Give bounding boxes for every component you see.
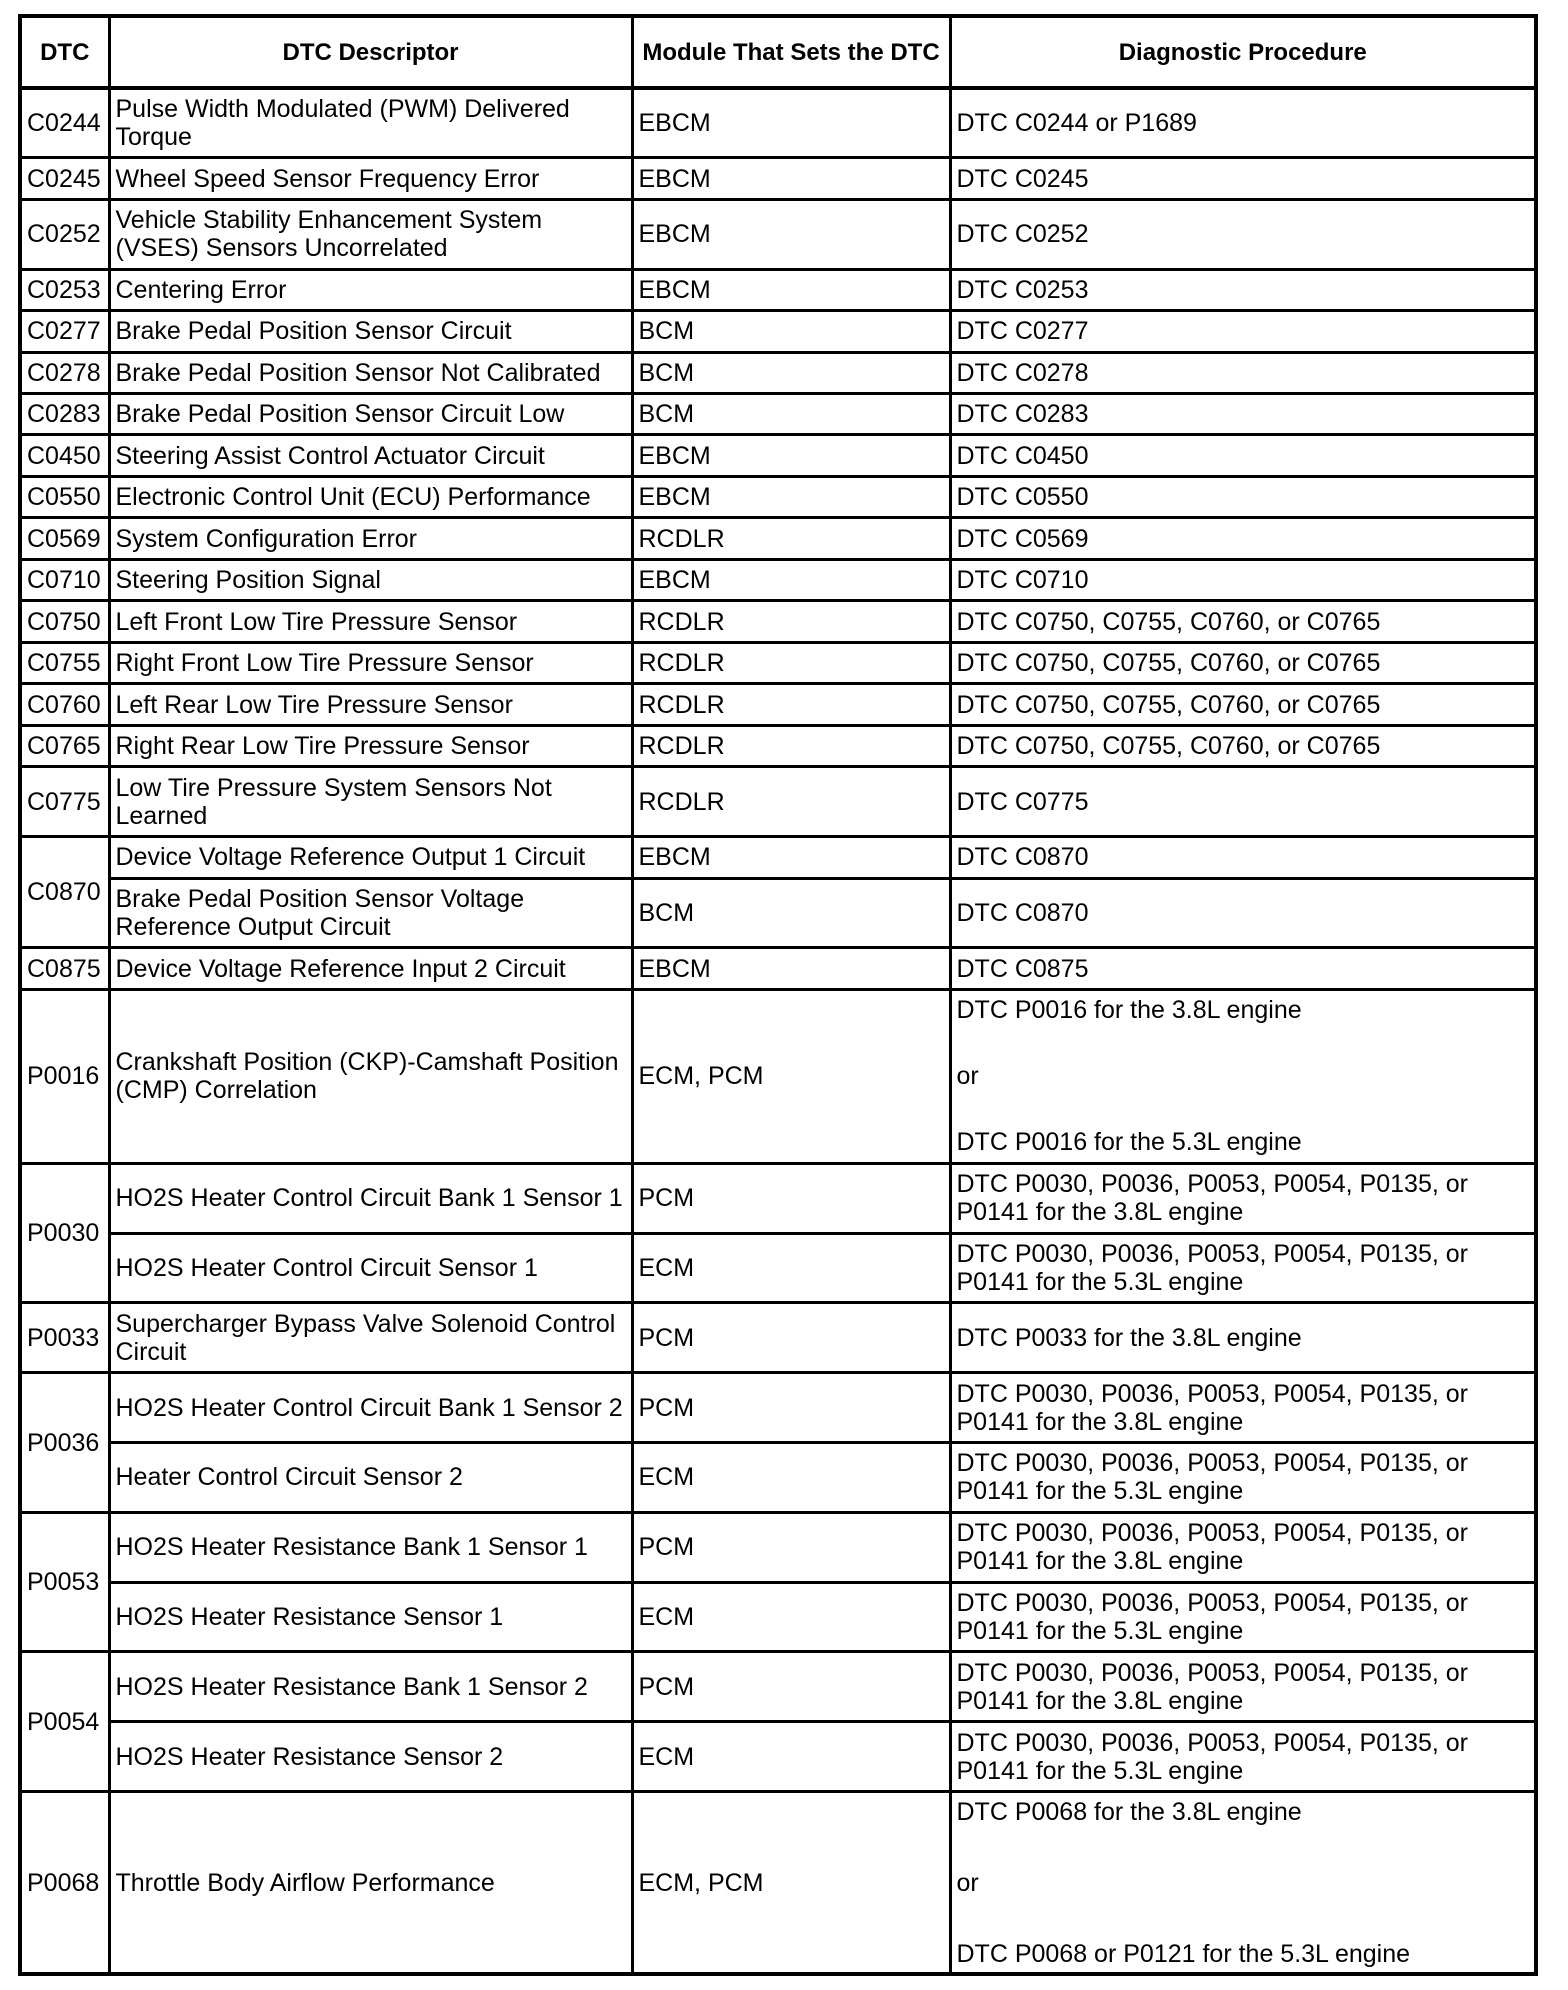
dtc-code: C0252 [20,199,109,269]
diagnostic-procedure: DTC P0030, P0036, P0053, P0054, P0135, or P0141 for the 3.8L engine [950,1512,1536,1582]
table-row [20,1233,1536,1303]
module-name: PCM [632,1652,950,1722]
table-row [20,642,1536,683]
diagnostic-procedure: DTC C0283 [950,394,1536,435]
procedure-line-5.3l: DTC P0068 or P0121 for the 5.3L engine [956,1939,1411,1968]
diagnostic-procedure: DTC C0278 [950,352,1536,393]
dtc-descriptor: HO2S Heater Resistance Bank 1 Sensor 2 [109,1652,632,1722]
dtc-code: C0550 [20,476,109,517]
dtc-descriptor: Steering Assist Control Actuator Circuit [109,435,632,476]
module-name: EBCM [632,269,950,310]
dtc-code: C0755 [20,642,109,683]
table-row [20,1582,1536,1652]
dtc-descriptor: Brake Pedal Position Sensor Circuit Low [109,394,632,435]
diagnostic-procedure: DTC C0277 [950,311,1536,352]
diagnostic-procedure: DTC C0244 or P1689 [950,88,1536,158]
header-descriptor: DTC Descriptor [109,16,632,88]
dtc-descriptor: Centering Error [109,269,632,310]
dtc-descriptor: Crankshaft Position (CKP)-Camshaft Position (CMP) Correlation [109,989,632,1163]
dtc-descriptor: HO2S Heater Resistance Sensor 2 [109,1722,632,1792]
header-row [20,16,1536,88]
dtc-code: P0030 [20,1163,109,1303]
table-row [20,1792,1536,1974]
table-row [20,269,1536,310]
table-row [20,476,1536,517]
dtc-code: C0875 [20,948,109,989]
dtc-table [18,14,1538,1976]
dtc-descriptor: Wheel Speed Sensor Frequency Error [109,158,632,199]
module-name: EBCM [632,948,950,989]
module-name: EBCM [632,158,950,199]
diagnostic-procedure: DTC C0450 [950,435,1536,476]
module-name: EBCM [632,476,950,517]
dtc-code: C0283 [20,394,109,435]
header-module: Module That Sets the DTC [632,16,950,88]
dtc-descriptor: Electronic Control Unit (ECU) Performance [109,476,632,517]
dtc-descriptor: Brake Pedal Position Sensor Circuit [109,311,632,352]
table-row [20,158,1536,199]
header-dtc: DTC [20,16,109,88]
table-row [20,311,1536,352]
table-row [20,684,1536,725]
module-name: ECM [632,1233,950,1303]
module-name: EBCM [632,435,950,476]
dtc-code: C0760 [20,684,109,725]
dtc-descriptor: Right Front Low Tire Pressure Sensor [109,642,632,683]
header-procedure: Diagnostic Procedure [950,16,1536,88]
dtc-descriptor: Throttle Body Airflow Performance [109,1792,632,1974]
diagnostic-procedure: DTC C0550 [950,476,1536,517]
dtc-descriptor: Steering Position Signal [109,559,632,600]
diagnostic-procedure: DTC C0750, C0755, C0760, or C0765 [950,601,1536,642]
table-row [20,1163,1536,1233]
dtc-descriptor: System Configuration Error [109,518,632,559]
procedure-line-3.8l: DTC P0068 for the 3.8L engine [956,1797,1302,1826]
dtc-descriptor: Right Rear Low Tire Pressure Sensor [109,725,632,766]
module-name: RCDLR [632,518,950,559]
diagnostic-procedure: DTC C0245 [950,158,1536,199]
dtc-descriptor: Brake Pedal Position Sensor Voltage Reference Output Circuit [109,878,632,948]
dtc-code: P0068 [20,1792,109,1974]
diagnostic-procedure [950,1792,1536,1974]
module-name: RCDLR [632,684,950,725]
dtc-code: C0750 [20,601,109,642]
diagnostic-procedure: DTC C0569 [950,518,1536,559]
table-row [20,352,1536,393]
module-name: BCM [632,878,950,948]
diagnostic-procedure: DTC C0775 [950,767,1536,837]
procedure-or: or [956,1062,979,1091]
module-name: BCM [632,394,950,435]
table-row [20,948,1536,989]
dtc-descriptor: Brake Pedal Position Sensor Not Calibrated [109,352,632,393]
procedure-or: or [956,1868,979,1897]
table-row [20,1443,1536,1513]
diagnostic-procedure: DTC P0030, P0036, P0053, P0054, P0135, or P0141 for the 5.3L engine [950,1722,1536,1792]
module-name: EBCM [632,559,950,600]
module-name: RCDLR [632,725,950,766]
module-name: BCM [632,352,950,393]
module-name: EBCM [632,199,950,269]
dtc-descriptor: HO2S Heater Control Circuit Bank 1 Sensor 2 [109,1373,632,1443]
dtc-code: P0053 [20,1512,109,1652]
dtc-code: C0277 [20,311,109,352]
table-row [20,518,1536,559]
module-name: ECM [632,1582,950,1652]
table-row [20,1722,1536,1792]
diagnostic-procedure: DTC C0875 [950,948,1536,989]
diagnostic-procedure: DTC P0030, P0036, P0053, P0054, P0135, or P0141 for the 3.8L engine [950,1163,1536,1233]
dtc-code: P0054 [20,1652,109,1792]
dtc-descriptor: HO2S Heater Resistance Sensor 1 [109,1582,632,1652]
module-name: RCDLR [632,601,950,642]
module-name: PCM [632,1163,950,1233]
dtc-descriptor: Low Tire Pressure System Sensors Not Learned [109,767,632,837]
procedure-line-3.8l: DTC P0016 for the 3.8L engine [956,996,1302,1025]
dtc-descriptor: Device Voltage Reference Output 1 Circuit [109,837,632,878]
dtc-descriptor: Vehicle Stability Enhancement System (VSES) Sensors Uncorrelated [109,199,632,269]
dtc-code: P0036 [20,1373,109,1513]
table-row [20,435,1536,476]
table-row [20,989,1536,1163]
table-row [20,1303,1536,1373]
module-name: RCDLR [632,767,950,837]
diagnostic-procedure: DTC C0252 [950,199,1536,269]
module-name: EBCM [632,88,950,158]
dtc-descriptor: Device Voltage Reference Input 2 Circuit [109,948,632,989]
diagnostic-procedure: DTC C0870 [950,878,1536,948]
table-row [20,1652,1536,1722]
module-name: ECM, PCM [632,989,950,1163]
diagnostic-procedure: DTC C0750, C0755, C0760, or C0765 [950,642,1536,683]
diagnostic-procedure: DTC P0030, P0036, P0053, P0054, P0135, or P0141 for the 3.8L engine [950,1373,1536,1443]
module-name: ECM, PCM [632,1792,950,1974]
dtc-code: C0245 [20,158,109,199]
table-row [20,559,1536,600]
dtc-code: C0450 [20,435,109,476]
table-row [20,199,1536,269]
dtc-code: C0775 [20,767,109,837]
dtc-descriptor: HO2S Heater Resistance Bank 1 Sensor 1 [109,1512,632,1582]
table-row [20,725,1536,766]
module-name: PCM [632,1303,950,1373]
dtc-descriptor: HO2S Heater Control Circuit Sensor 1 [109,1233,632,1303]
diagnostic-procedure: DTC P0030, P0036, P0053, P0054, P0135, or P0141 for the 3.8L engine [950,1652,1536,1722]
diagnostic-procedure: DTC P0030, P0036, P0053, P0054, P0135, or P0141 for the 5.3L engine [950,1233,1536,1303]
diagnostic-procedure: DTC C0750, C0755, C0760, or C0765 [950,684,1536,725]
module-name: ECM [632,1443,950,1513]
table-row [20,767,1536,837]
dtc-descriptor: Supercharger Bypass Valve Solenoid Control Circuit [109,1303,632,1373]
module-name: PCM [632,1512,950,1582]
dtc-descriptor: Left Front Low Tire Pressure Sensor [109,601,632,642]
procedure-line-5.3l: DTC P0016 for the 5.3L engine [956,1128,1302,1157]
dtc-code: P0033 [20,1303,109,1373]
diagnostic-procedure: DTC C0253 [950,269,1536,310]
dtc-code: C0244 [20,88,109,158]
table-row [20,88,1536,158]
table-row [20,394,1536,435]
dtc-descriptor: HO2S Heater Control Circuit Bank 1 Sensor 1 [109,1163,632,1233]
dtc-code: C0569 [20,518,109,559]
module-name: RCDLR [632,642,950,683]
table-row [20,1373,1536,1443]
dtc-code: P0016 [20,989,109,1163]
table-row [20,878,1536,948]
diagnostic-procedure: DTC C0870 [950,837,1536,878]
dtc-code: C0765 [20,725,109,766]
module-name: BCM [632,311,950,352]
diagnostic-procedure [950,989,1536,1163]
module-name: PCM [632,1373,950,1443]
dtc-descriptor: Pulse Width Modulated (PWM) Delivered Torque [109,88,632,158]
dtc-code: C0870 [20,837,109,948]
dtc-descriptor: Heater Control Circuit Sensor 2 [109,1443,632,1513]
diagnostic-procedure: DTC P0030, P0036, P0053, P0054, P0135, or P0141 for the 5.3L engine [950,1443,1536,1513]
table-row [20,1512,1536,1582]
table-row [20,837,1536,878]
dtc-descriptor: Left Rear Low Tire Pressure Sensor [109,684,632,725]
diagnostic-procedure: DTC P0030, P0036, P0053, P0054, P0135, or P0141 for the 5.3L engine [950,1582,1536,1652]
dtc-code: C0278 [20,352,109,393]
table-row [20,601,1536,642]
diagnostic-procedure: DTC P0033 for the 3.8L engine [950,1303,1536,1373]
dtc-code: C0253 [20,269,109,310]
diagnostic-procedure: DTC C0710 [950,559,1536,600]
dtc-code: C0710 [20,559,109,600]
module-name: ECM [632,1722,950,1792]
module-name: EBCM [632,837,950,878]
diagnostic-procedure: DTC C0750, C0755, C0760, or C0765 [950,725,1536,766]
